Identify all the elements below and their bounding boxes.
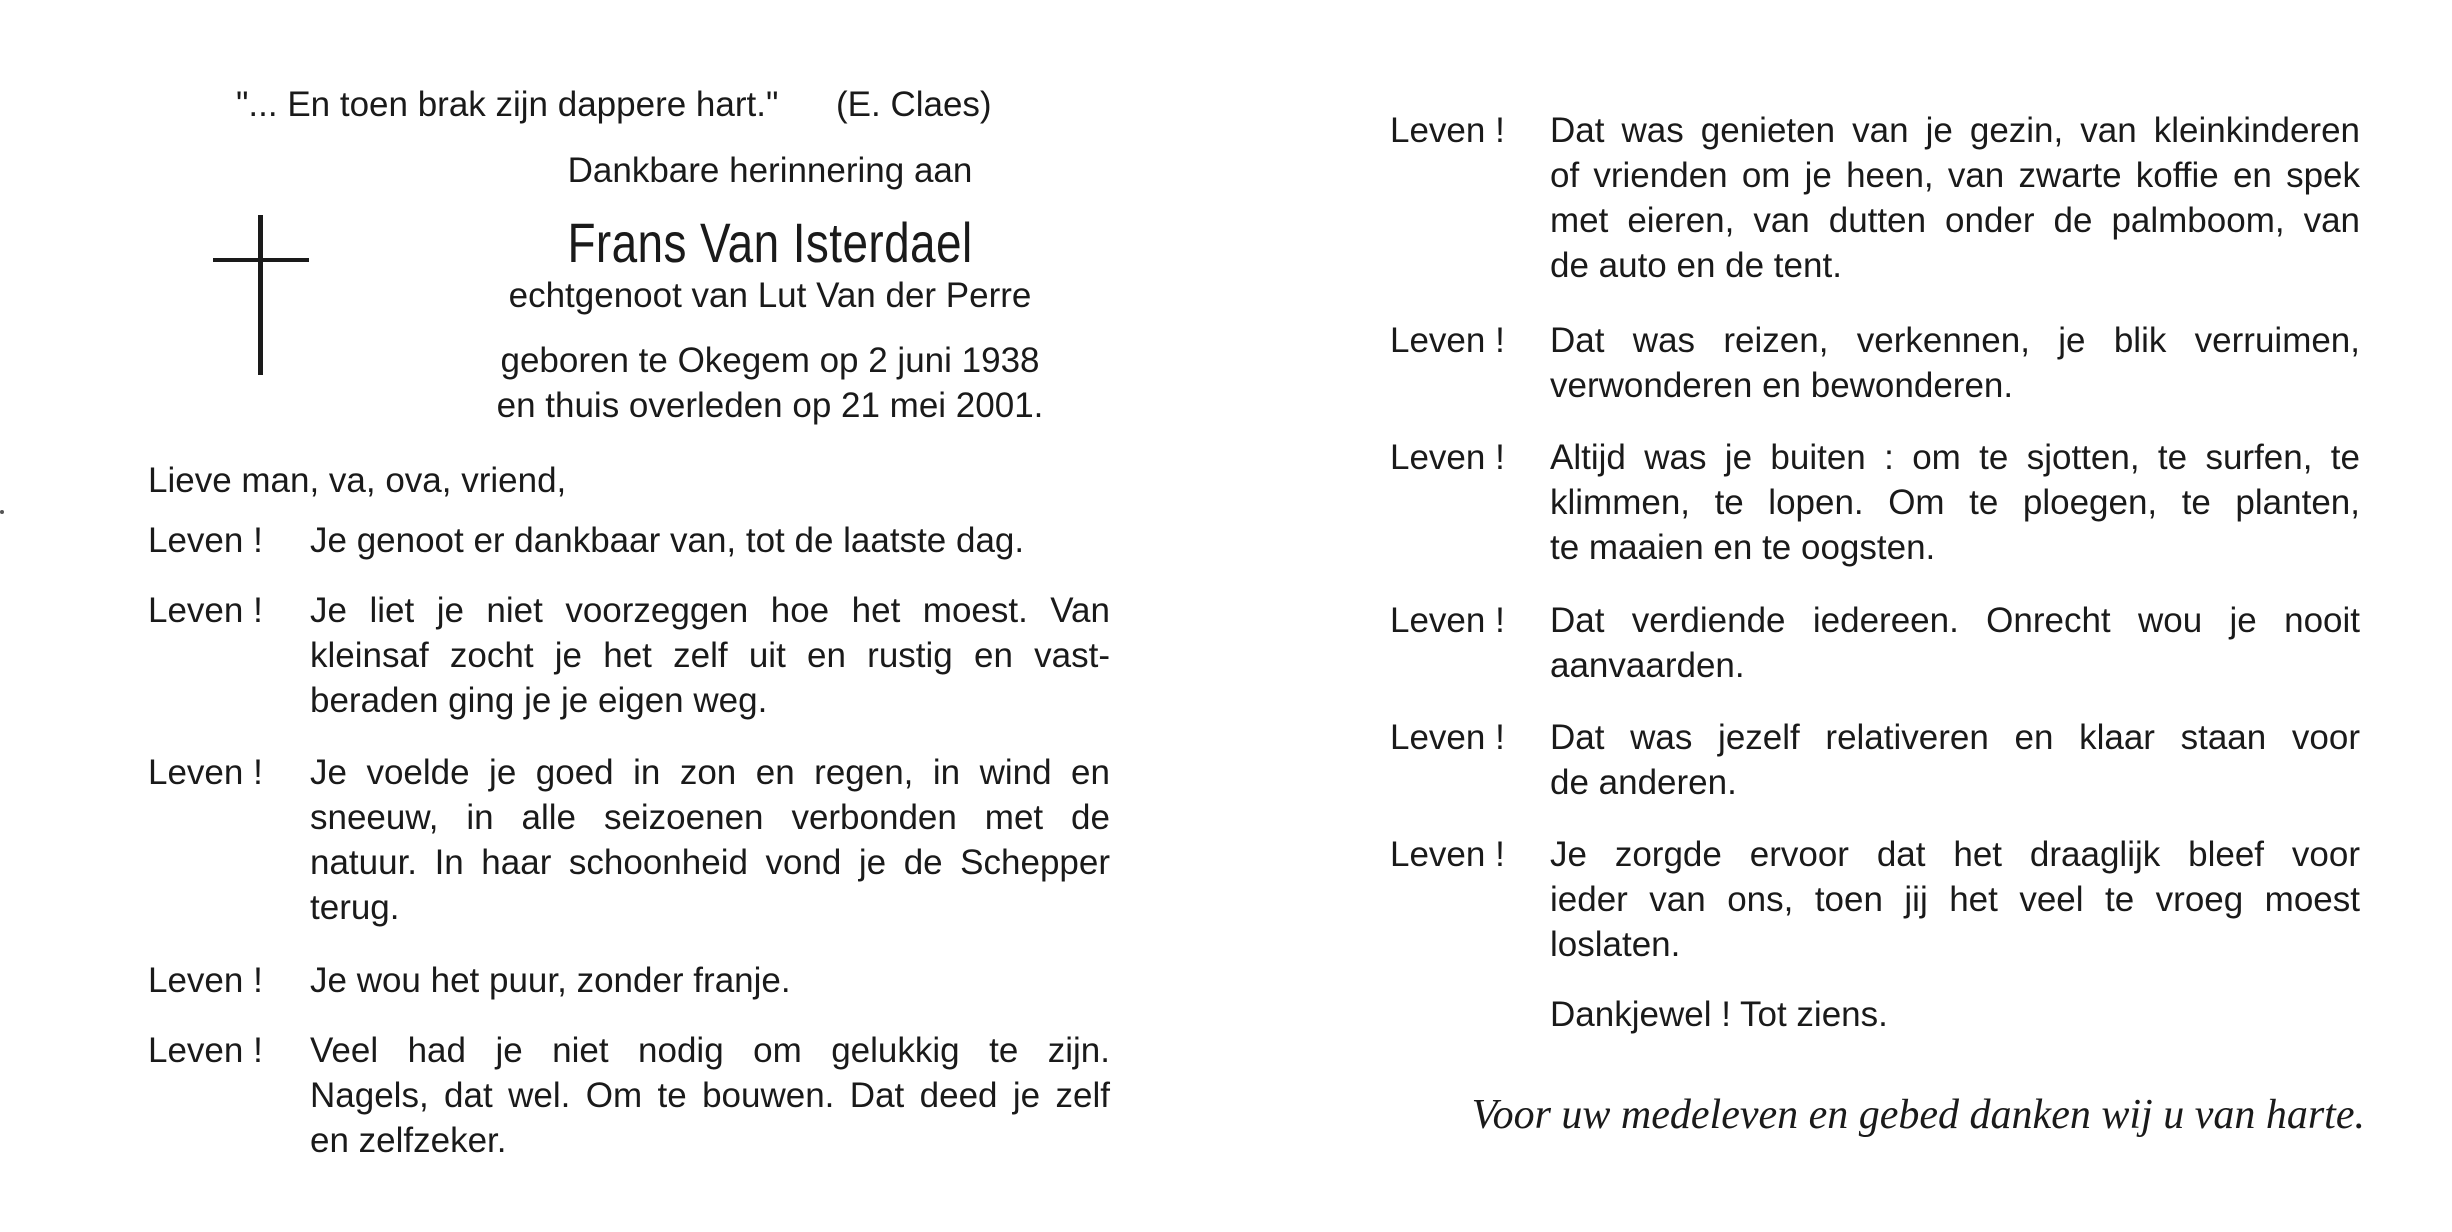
death-text: en thuis overleden op 21 mei 2001. (496, 386, 1044, 425)
stanza-line: klimmen, te lopen. Om te ploegen, te planten, (1550, 483, 2360, 522)
stanza-label: Leven ! (1390, 718, 1505, 757)
stanza-line: loslaten. (1550, 925, 1681, 964)
stanza-line: terug. (310, 888, 400, 927)
stanza-label: Leven ! (1390, 111, 1505, 150)
stanza-label: Leven ! (1390, 321, 1505, 360)
stanza-label: Leven ! (1390, 438, 1505, 477)
stanza-line: Je voelde je goed in zon en regen, in wind en (310, 753, 1110, 792)
stanza-line: ieder van ons, toen jij het veel te vroeg moest (1550, 880, 2360, 919)
stanza-label: Leven ! (148, 591, 263, 630)
closing-text: Voor uw medeleven en gebed danken wij u van harte. (1471, 1092, 2365, 1138)
stanza-line: natuur. In haar schoonheid vond je de Schepper (310, 843, 1110, 882)
stanza-line: Je zorgde ervoor dat het draaglijk bleef voor (1550, 835, 2360, 874)
stanza-line: of vrienden om je heen, van zwarte koffie en spek (1550, 156, 2360, 195)
stanza-line: Je wou het puur, zonder franje. (310, 961, 791, 1000)
stanza-line: beraden ging je je eigen weg. (310, 681, 768, 720)
deceased-name: Frans Van Isterdael (567, 211, 973, 274)
stanza-line: kleinsaf zocht je het zelf uit en rustig en vast- (310, 636, 1110, 675)
stanza-line: de auto en de tent. (1550, 246, 1842, 285)
scan-speck (0, 510, 4, 514)
farewell-text: Dankjewel ! Tot ziens. (1550, 995, 1888, 1034)
quote-text: "... En toen brak zijn dappere hart." (236, 85, 779, 124)
stanza-line: Veel had je niet nodig om gelukkig te zijn. (310, 1031, 1110, 1070)
stanza-line: te maaien en te oogsten. (1550, 528, 1936, 567)
greeting-text: Lieve man, va, ova, vriend, (148, 461, 567, 500)
intro-text: Dankbare herinnering aan (567, 151, 973, 190)
quote-author: (E. Claes) (836, 85, 992, 124)
spouse-text: echtgenoot van Lut Van der Perre (508, 276, 1032, 315)
stanza-label: Leven ! (1390, 835, 1505, 874)
stanza-label: Leven ! (148, 753, 263, 792)
stanza-label: Leven ! (148, 1031, 263, 1070)
stanza-line: Dat was genieten van je gezin, van kleinkinderen (1550, 111, 2360, 150)
stanza-line: Dat verdiende iedereen. Onrecht wou je nooit (1550, 601, 2360, 640)
stanza-line: Altijd was je buiten : om te sjotten, te surfen, te (1550, 438, 2360, 477)
stanza-line: en zelfzeker. (310, 1121, 507, 1160)
stanza-label: Leven ! (148, 961, 263, 1000)
stanza-line: de anderen. (1550, 763, 1737, 802)
stanza-label: Leven ! (148, 521, 263, 560)
stanza-line: Dat was reizen, verkennen, je blik verruimen, (1550, 321, 2360, 360)
stanza-line: met eieren, van dutten onder de palmboom, van (1550, 201, 2360, 240)
stanza-label: Leven ! (1390, 601, 1505, 640)
stanza-line: Je liet je niet voorzeggen hoe het moest. Van (310, 591, 1110, 630)
birth-text: geboren te Okegem op 2 juni 1938 (500, 341, 1040, 380)
stanza-line: Nagels, dat wel. Om te bouwen. Dat deed je zelf (310, 1076, 1110, 1115)
stanza-line: Dat was jezelf relativeren en klaar staan voor (1550, 718, 2360, 757)
stanza-line: aanvaarden. (1550, 646, 1745, 685)
stanza-line: Je genoot er dankbaar van, tot de laatste dag. (310, 521, 1025, 560)
stanza-line: sneeuw, in alle seizoenen verbonden met de (310, 798, 1110, 837)
stanza-line: verwonderen en bewonderen. (1550, 366, 2014, 405)
